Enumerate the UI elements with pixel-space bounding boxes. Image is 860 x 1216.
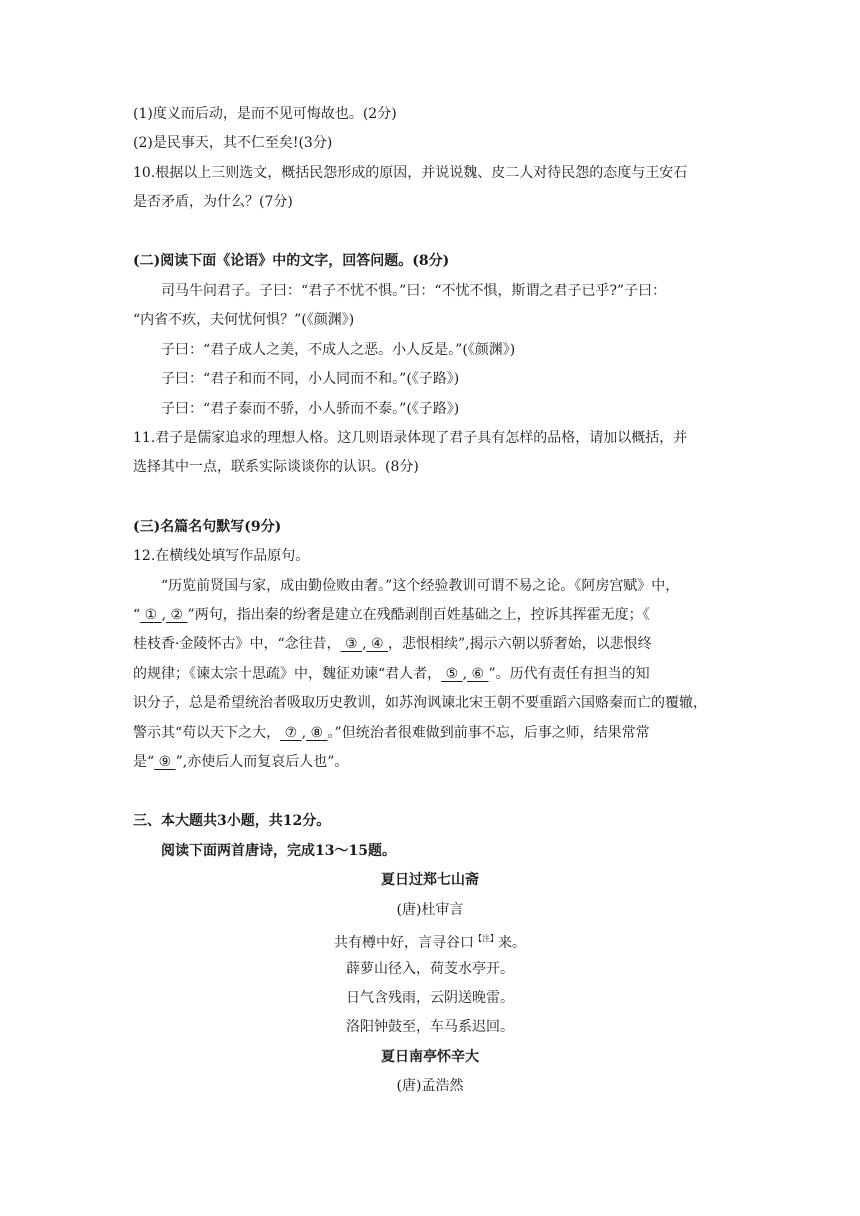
q10-text-line2: 是否矛盾，为什么？(7分): [133, 194, 293, 210]
blank-4[interactable]: ④: [366, 636, 388, 652]
blank-5[interactable]: ⑤: [441, 666, 463, 682]
poem2-title: 夏日南亭怀辛大: [381, 1049, 479, 1065]
q12-comma: ,: [462, 666, 468, 682]
blank-9[interactable]: ⑨: [154, 754, 176, 770]
q12-text-segment: 的规律；《谏太宗十思疏》中，魏征劝谏“君人者，: [133, 666, 442, 682]
q12-text-segment: ”两句，指出秦的纷奢是建立在残酷剥削百姓基础之上，控诉其挥霍无度；《: [187, 607, 650, 623]
q12-text-segment: 。”但统治者很难做到前事不忘，后事之师，结果常常: [327, 725, 650, 741]
poem1-author: (唐)杜审言: [396, 902, 464, 918]
lunyu-passage-3: 子曰：“君子和而不同，小人同而不和。”(《子路》): [161, 371, 460, 387]
q10-text-line1: 10.根据以上三则选文，概括民怨形成的原因，并说说魏、皮二人对待民怨的态度与王安石: [133, 165, 688, 181]
blank-1[interactable]: ①: [140, 607, 162, 623]
q12-text-segment: 警示其“苟以天下之大，: [133, 725, 281, 741]
lunyu-passage-1-line1: 司马牛问君子。子曰：“君子不忧不惧。”曰：“不忧不惧，斯谓之君子已乎?”子曰：: [161, 283, 667, 299]
poem1-line1: [0, 929, 860, 953]
blank-8[interactable]: ⑧: [306, 725, 328, 741]
q12-text-segment: “: [133, 607, 141, 623]
q12-text-line1: “历览前贤国与家，成由勤俭败由奢。”这个经验教训可谓不易之论。《阿房宫赋》中，: [161, 578, 680, 594]
blank-7[interactable]: ⑦: [280, 725, 302, 741]
section3-heading: (三)名篇名句默写(9分): [133, 519, 282, 535]
footnote-marker: 【注】: [474, 934, 498, 943]
q11-text-line1: 11.君子是儒家追求的理想人格。这几则语录体现了君子具有怎样的品格，请加以概括，并: [133, 430, 688, 446]
q12-text-segment: 是“: [133, 754, 155, 770]
q12-text-line3: [133, 634, 652, 654]
lunyu-passage-1-line2: “内省不疚，夫何忧何惧？”(《颜渊》): [133, 312, 355, 328]
poem1-line2: 薜萝山径入，荷芰水亭开。: [346, 961, 514, 977]
q9-subquestion-1: (1)度义而后动，是而不见可悔故也。(2分): [133, 106, 397, 122]
poem-text-segment: 共有樽中好，言寻谷口: [334, 935, 474, 951]
poem2-author: (唐)孟浩然: [396, 1078, 464, 1094]
q12-text-line7: [133, 752, 348, 772]
blank-6[interactable]: ⑥: [467, 666, 489, 682]
q12-instruction: 12.在横线处填写作品原句。: [133, 548, 310, 564]
lunyu-passage-2: 子曰：“君子成人之美，不成人之恶。小人反是。”(《颜渊》): [161, 342, 516, 358]
q12-text-segment: ”,亦使后人而复哀后人也”。: [175, 754, 349, 770]
lunyu-passage-4: 子曰：“君子泰而不骄，小人骄而不泰。”(《子路》): [161, 401, 460, 417]
q12-text-line6: [133, 723, 650, 743]
q12-text-line2: [133, 605, 650, 625]
q11-text-line2: 选择其中一点，联系实际谈谈你的认识。(8分): [133, 459, 419, 475]
section2-heading: (二)阅读下面《论语》中的文字，回答问题。(8分): [133, 253, 450, 269]
part3-heading: 三、本大题共3小题，共12分。: [133, 813, 331, 829]
q12-text-segment: 桂枝香·金陵怀古》中，“念往昔，: [133, 636, 341, 652]
poem1-title: 夏日过郑七山斋: [381, 872, 479, 888]
q12-text-segment: ”。历代有责任有担当的知: [488, 666, 650, 682]
part3-instruction: 阅读下面两首唐诗，完成13～15题。: [161, 843, 396, 859]
poem1-line3: 日气含残雨，云阴送晚雷。: [346, 990, 514, 1006]
q12-comma: ,: [161, 607, 167, 623]
blank-2[interactable]: ②: [166, 607, 188, 623]
q12-text-line4: [133, 664, 650, 684]
q12-comma: ,: [301, 725, 307, 741]
poem1-line4: 洛阳钟鼓至，车马系迟回。: [346, 1019, 514, 1035]
q9-subquestion-2: (2)是民事天，其不仁至矣!(3分): [133, 135, 333, 151]
q12-comma: ,: [362, 636, 367, 652]
q12-text-line5: 识分子，总是希望统治者吸取历史教训，如苏洵讽谏北宋王朝不要重蹈六国赂秦而亡的覆辙，: [133, 695, 707, 711]
blank-3[interactable]: ③: [340, 636, 363, 652]
q12-text-segment: ，悲恨相续”,揭示六朝以骄奢始，以悲恨终: [387, 636, 652, 652]
poem-text-segment: 来。: [498, 935, 526, 951]
